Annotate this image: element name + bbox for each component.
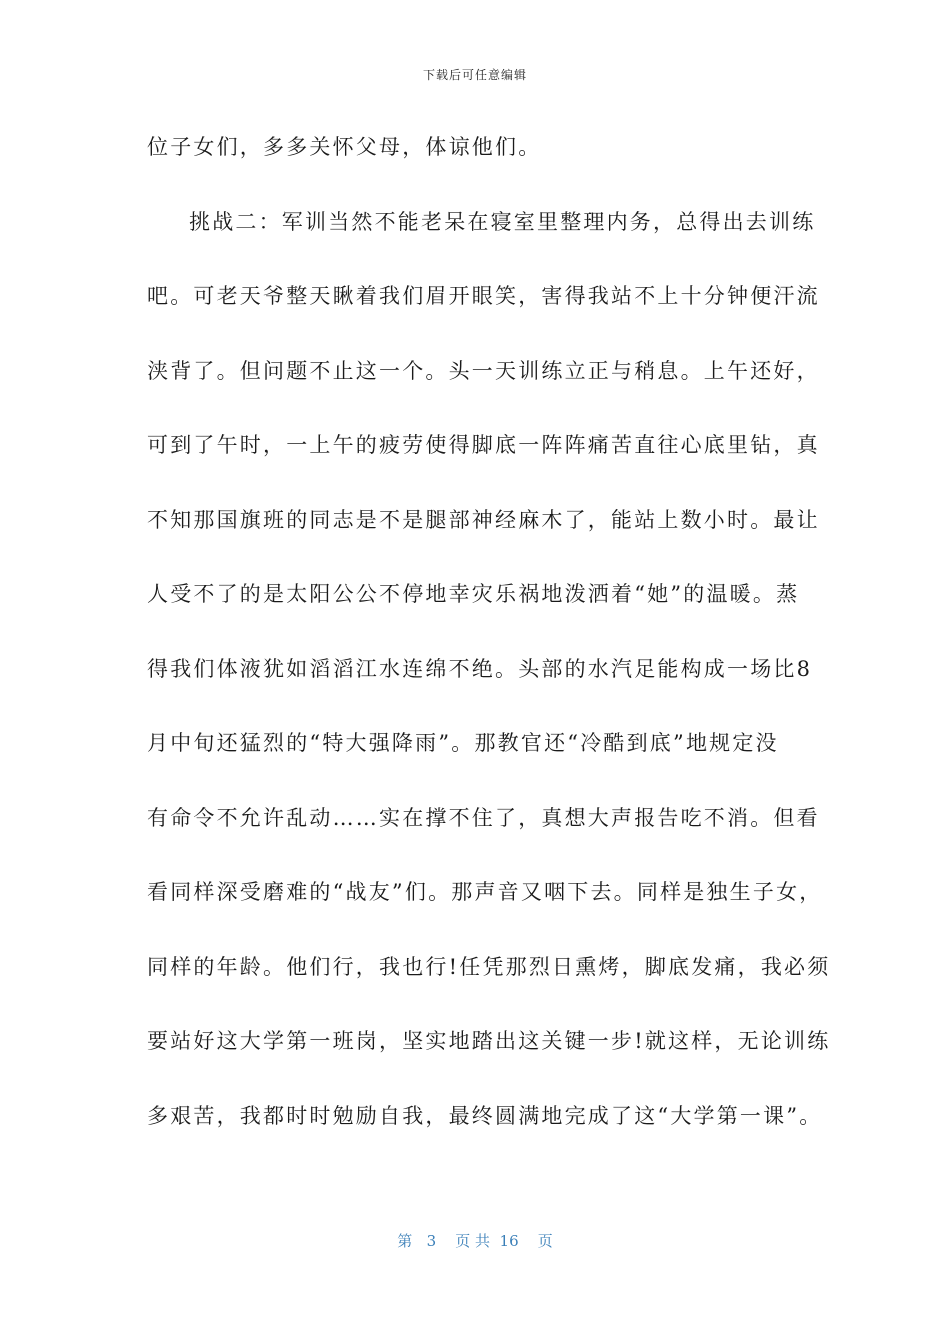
page-label-prefix: 第 [397, 1232, 413, 1250]
paragraph-line: 得我们体液犹如滔滔江水连绵不绝。头部的水汽足能构成一场比8 [147, 656, 813, 681]
paragraph-line: 看同样深受磨难的“战友”们。那声音又咽下去。同样是独生子女， [147, 880, 823, 904]
paragraph-line: 挑战二：军训当然不能老呆在寝室里整理内务，总得出去训练 [189, 209, 816, 234]
page-footer [0, 1230, 950, 1251]
paragraph-line: 可到了午时，一上午的疲劳使得脚底一阵阵痛苦直往心底里钻，真 [147, 433, 820, 457]
paragraph-line: 要站好这大学第一班岗，坚实地踏出这关键一步!就这样，无论训练 [147, 1029, 831, 1053]
current-page-number: 3 [426, 1232, 437, 1250]
total-pages-number: 16 [499, 1232, 519, 1250]
paragraph-line: 浃背了。但问题不止这一个。头一天训练立正与稍息。上午还好， [147, 358, 820, 383]
paragraph-line: 位子女们，多多关怀父母，体谅他们。 [147, 135, 542, 159]
page-header: 下载后可任意编辑 [422, 68, 527, 82]
paragraph-line: 有命令不允许乱动……实在撑不住了，真想大声报告吃不消。但看 [147, 805, 820, 830]
document-body [147, 124, 831, 1167]
paragraph-line: 同样的年龄。他们行，我也行!任凭那烈日熏烤，脚底发痛，我必须 [147, 954, 831, 979]
page-label-suffix: 页 [537, 1232, 553, 1250]
page-label-middle: 页 共 [455, 1232, 490, 1250]
paragraph-line: 多艰苦，我都时时勉励自我，最终圆满地完成了这“大学第一课”。 [147, 1103, 823, 1128]
paragraph-line: 不知那国旗班的同志是不是腿部神经麻木了，能站上数小时。最让 [147, 507, 820, 532]
paragraph-line: 吧。可老天爷整天瞅着我们眉开眼笑，害得我站不上十分钟便汗流 [147, 284, 820, 308]
paragraph-line: 人受不了的是太阳公公不停地幸灾乐祸地泼洒着“她”的温暖。蒸 [147, 582, 800, 606]
paragraph-line: 月中旬还猛烈的“特大强降雨”。那教官还“冷酷到底”地规定没 [147, 731, 779, 755]
